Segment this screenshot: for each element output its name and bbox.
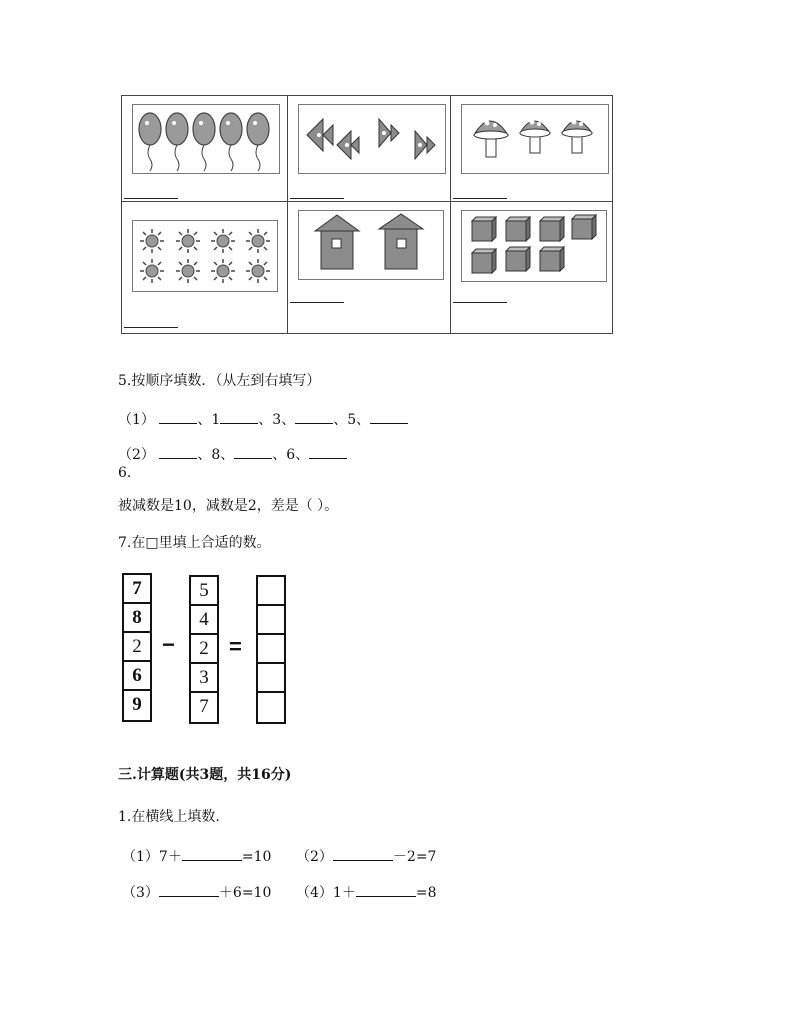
answer-box[interactable] — [258, 606, 284, 635]
question-6-number: 6. — [118, 465, 132, 481]
item-text: 7＋ — [158, 849, 182, 865]
answer-blank[interactable] — [182, 846, 242, 861]
item-label: （1） — [122, 849, 159, 865]
answer-line[interactable] — [453, 198, 507, 199]
answer-blank[interactable] — [159, 882, 219, 897]
answer-box[interactable] — [258, 664, 284, 693]
question-5-row-2 — [118, 444, 347, 464]
sun-cell — [122, 202, 287, 333]
equals-sign: = — [229, 634, 242, 659]
item-text: 1＋ — [332, 885, 356, 901]
sequence-text: 、6、 — [272, 447, 310, 463]
answer-blank[interactable] — [370, 409, 408, 424]
mushroom-cell — [451, 96, 613, 201]
answer-line[interactable] — [453, 302, 507, 303]
calc-item-1 — [122, 846, 271, 866]
fish-icon — [299, 105, 444, 172]
question-5-row-1 — [118, 409, 408, 429]
picture-count-table — [121, 95, 613, 334]
sequence-text: 、8、 — [197, 447, 235, 463]
cube-cell — [451, 202, 613, 333]
house-cell — [288, 202, 450, 333]
answer-box[interactable] — [258, 693, 284, 722]
column-cell: 3 — [191, 664, 217, 693]
answer-blank[interactable] — [333, 846, 393, 861]
row-label: （2） — [118, 447, 155, 463]
row-label: （1） — [118, 412, 155, 428]
column-cell: 5 — [191, 577, 217, 606]
item-label: （3） — [122, 885, 159, 901]
sequence-text: 、5、 — [333, 412, 371, 428]
column-cell: 2 — [124, 633, 150, 662]
sun-icon — [133, 221, 276, 290]
sequence-text: 、1 — [197, 412, 221, 428]
column-cell: 8 — [124, 604, 150, 633]
question-7-title: 7.在□里填上合适的数。 — [118, 535, 271, 551]
answer-blank[interactable] — [159, 444, 197, 459]
item-text: －2=7 — [392, 849, 437, 865]
column-cell: 7 — [199, 696, 209, 717]
column-cell: 9 — [132, 694, 142, 715]
answer-line[interactable] — [290, 302, 344, 303]
cube-icon — [462, 211, 605, 280]
question-6-text: 被减数是10，减数是2，差是（ ）。 — [118, 498, 339, 514]
middle-number-column — [189, 575, 219, 724]
item-text: =10 — [241, 849, 272, 865]
minus-sign: − — [162, 632, 175, 657]
fish-cell — [288, 96, 450, 201]
answer-blank[interactable] — [234, 444, 272, 459]
sequence-text: 、3、 — [258, 412, 296, 428]
item-text: ＋6=10 — [218, 885, 272, 901]
item-text: =8 — [415, 885, 437, 901]
item-label: （2） — [296, 849, 333, 865]
column-cell: 7 — [124, 575, 150, 604]
calc-item-3 — [122, 882, 271, 902]
answer-line[interactable] — [290, 198, 344, 199]
answer-blank[interactable] — [356, 882, 416, 897]
section-3-question-1: 1.在横线上填数. — [118, 809, 220, 825]
answer-box[interactable] — [258, 577, 284, 606]
column-cell: 4 — [191, 606, 217, 635]
balloon-icon — [133, 105, 278, 172]
calc-item-4 — [296, 882, 436, 902]
answer-box[interactable] — [258, 635, 284, 664]
answer-line[interactable] — [124, 327, 178, 328]
answer-blank[interactable] — [220, 409, 258, 424]
item-label: （4） — [296, 885, 333, 901]
left-number-column — [122, 573, 152, 722]
answer-line[interactable] — [124, 198, 178, 199]
section-3-title: 三.计算题(共3题，共16分) — [118, 767, 292, 783]
answer-blank[interactable] — [309, 444, 347, 459]
question-5-title: 5.按顺序填数．（从左到右填写） — [118, 373, 321, 389]
answer-blank[interactable] — [159, 409, 197, 424]
calc-item-2 — [296, 846, 436, 866]
mushroom-icon — [462, 105, 607, 172]
column-cell: 6 — [124, 662, 150, 691]
answer-blank[interactable] — [295, 409, 333, 424]
house-icon — [299, 211, 442, 278]
answer-column — [256, 575, 286, 724]
balloon-cell — [122, 96, 287, 201]
column-cell: 2 — [191, 635, 217, 664]
